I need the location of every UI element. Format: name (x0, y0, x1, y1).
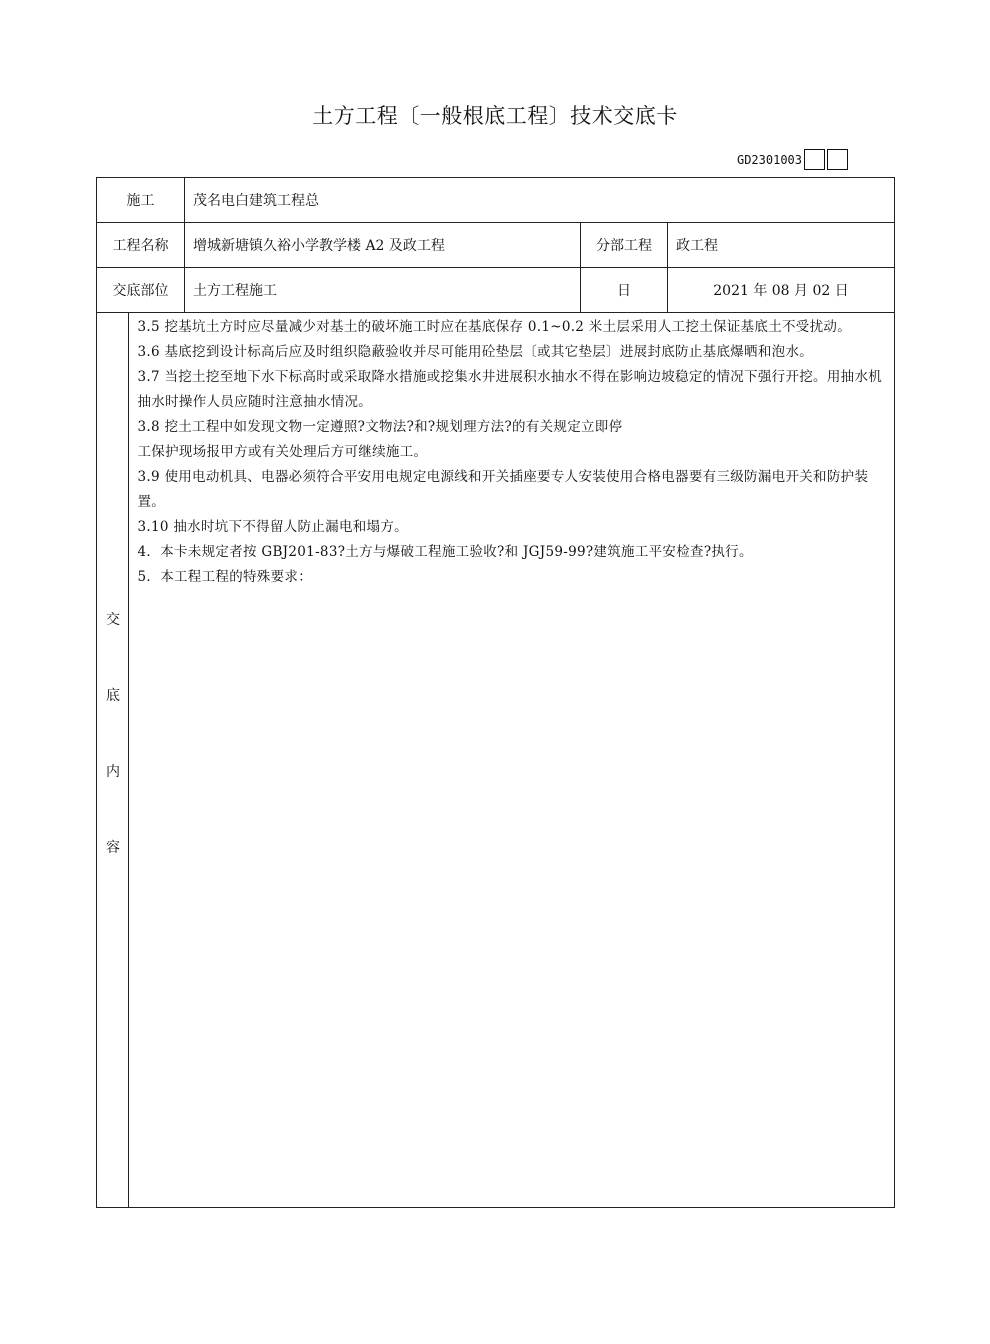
disclosure-table (96, 177, 895, 1208)
code-box-2 (827, 149, 848, 170)
content-paragraph: 3.8 挖土工程中如发现文物一定遵照?文物法?和?规划理方法?的有关规定立即停 (137, 419, 623, 435)
content-label-char: 底 (106, 688, 120, 704)
content-paragraph: 4．本卡未规定者按 GBJ201-83?土方与爆破工程施工验收?和 JGJ59-99?建筑施工平安检查?执行。 (137, 544, 753, 560)
project-name-value: 增城新塘镇久裕小学教学楼 A2 及政工程 (185, 223, 581, 268)
construction-label: 施工 (97, 178, 185, 223)
location-label: 交底部位 (97, 268, 185, 313)
content-paragraph: 3.7 当挖土挖至地下水下标高时或采取降水措施或挖集水井进展积水抽水不得在影响边坡稳定的情况下强行开挖。用抽水机抽水时操作人员应随时注意抽水情况。 (137, 369, 883, 410)
content-paragraph: 3.10 抽水时坑下不得留人防止漏电和塌方。 (137, 519, 408, 535)
content-label-char: 内 (106, 764, 120, 780)
content-paragraph: 5．本工程工程的特殊要求： (137, 569, 312, 585)
content-label-char: 交 (106, 612, 120, 628)
content-row (97, 313, 895, 1208)
construction-row (97, 178, 895, 223)
content-paragraph: 3.6 基底挖到设计标高后应及时组织隐蔽验收并尽可能用砼垫层〔或其它垫层〕进展封底防止基底爆晒和泡水。 (137, 344, 814, 360)
content-label (97, 313, 129, 915)
sub-project-label: 分部工程 (581, 223, 668, 268)
sub-project-value: 政工程 (668, 223, 895, 268)
project-row (97, 223, 895, 268)
date-label: 日 (581, 268, 668, 313)
project-name-label: 工程名称 (97, 223, 185, 268)
content-paragraph: 工保护现场报甲方或有关处理后方可继续施工。 (137, 444, 428, 460)
date-value: 2021 年 08 月 02 日 (668, 268, 895, 313)
content-body (137, 313, 895, 1208)
code-box-1 (804, 149, 825, 170)
content-label-char: 容 (106, 840, 120, 856)
construction-value: 茂名电白建筑工程总 (185, 178, 895, 223)
document-title: 土方工程〔一般根底工程〕技术交底卡 (312, 104, 678, 128)
document-code-text: GD2301003 (736, 152, 802, 167)
document-code (737, 149, 848, 170)
content-divider (128, 313, 129, 1208)
location-value: 土方工程施工 (185, 268, 581, 313)
content-paragraph: 3.5 挖基坑土方时应尽量减少对基土的破坏施工时应在基底保存 0.1~0.2 米土层采用人工挖土保证基底土不受扰动。 (137, 319, 851, 335)
content-paragraph: 3.9 使用电动机具、电器必须符合平安用电规定电源线和开关插座要专人安装使用合格电器要有三级防漏电开关和防护装置。 (137, 469, 869, 510)
location-row (97, 268, 895, 313)
content-body-inner (138, 315, 886, 590)
